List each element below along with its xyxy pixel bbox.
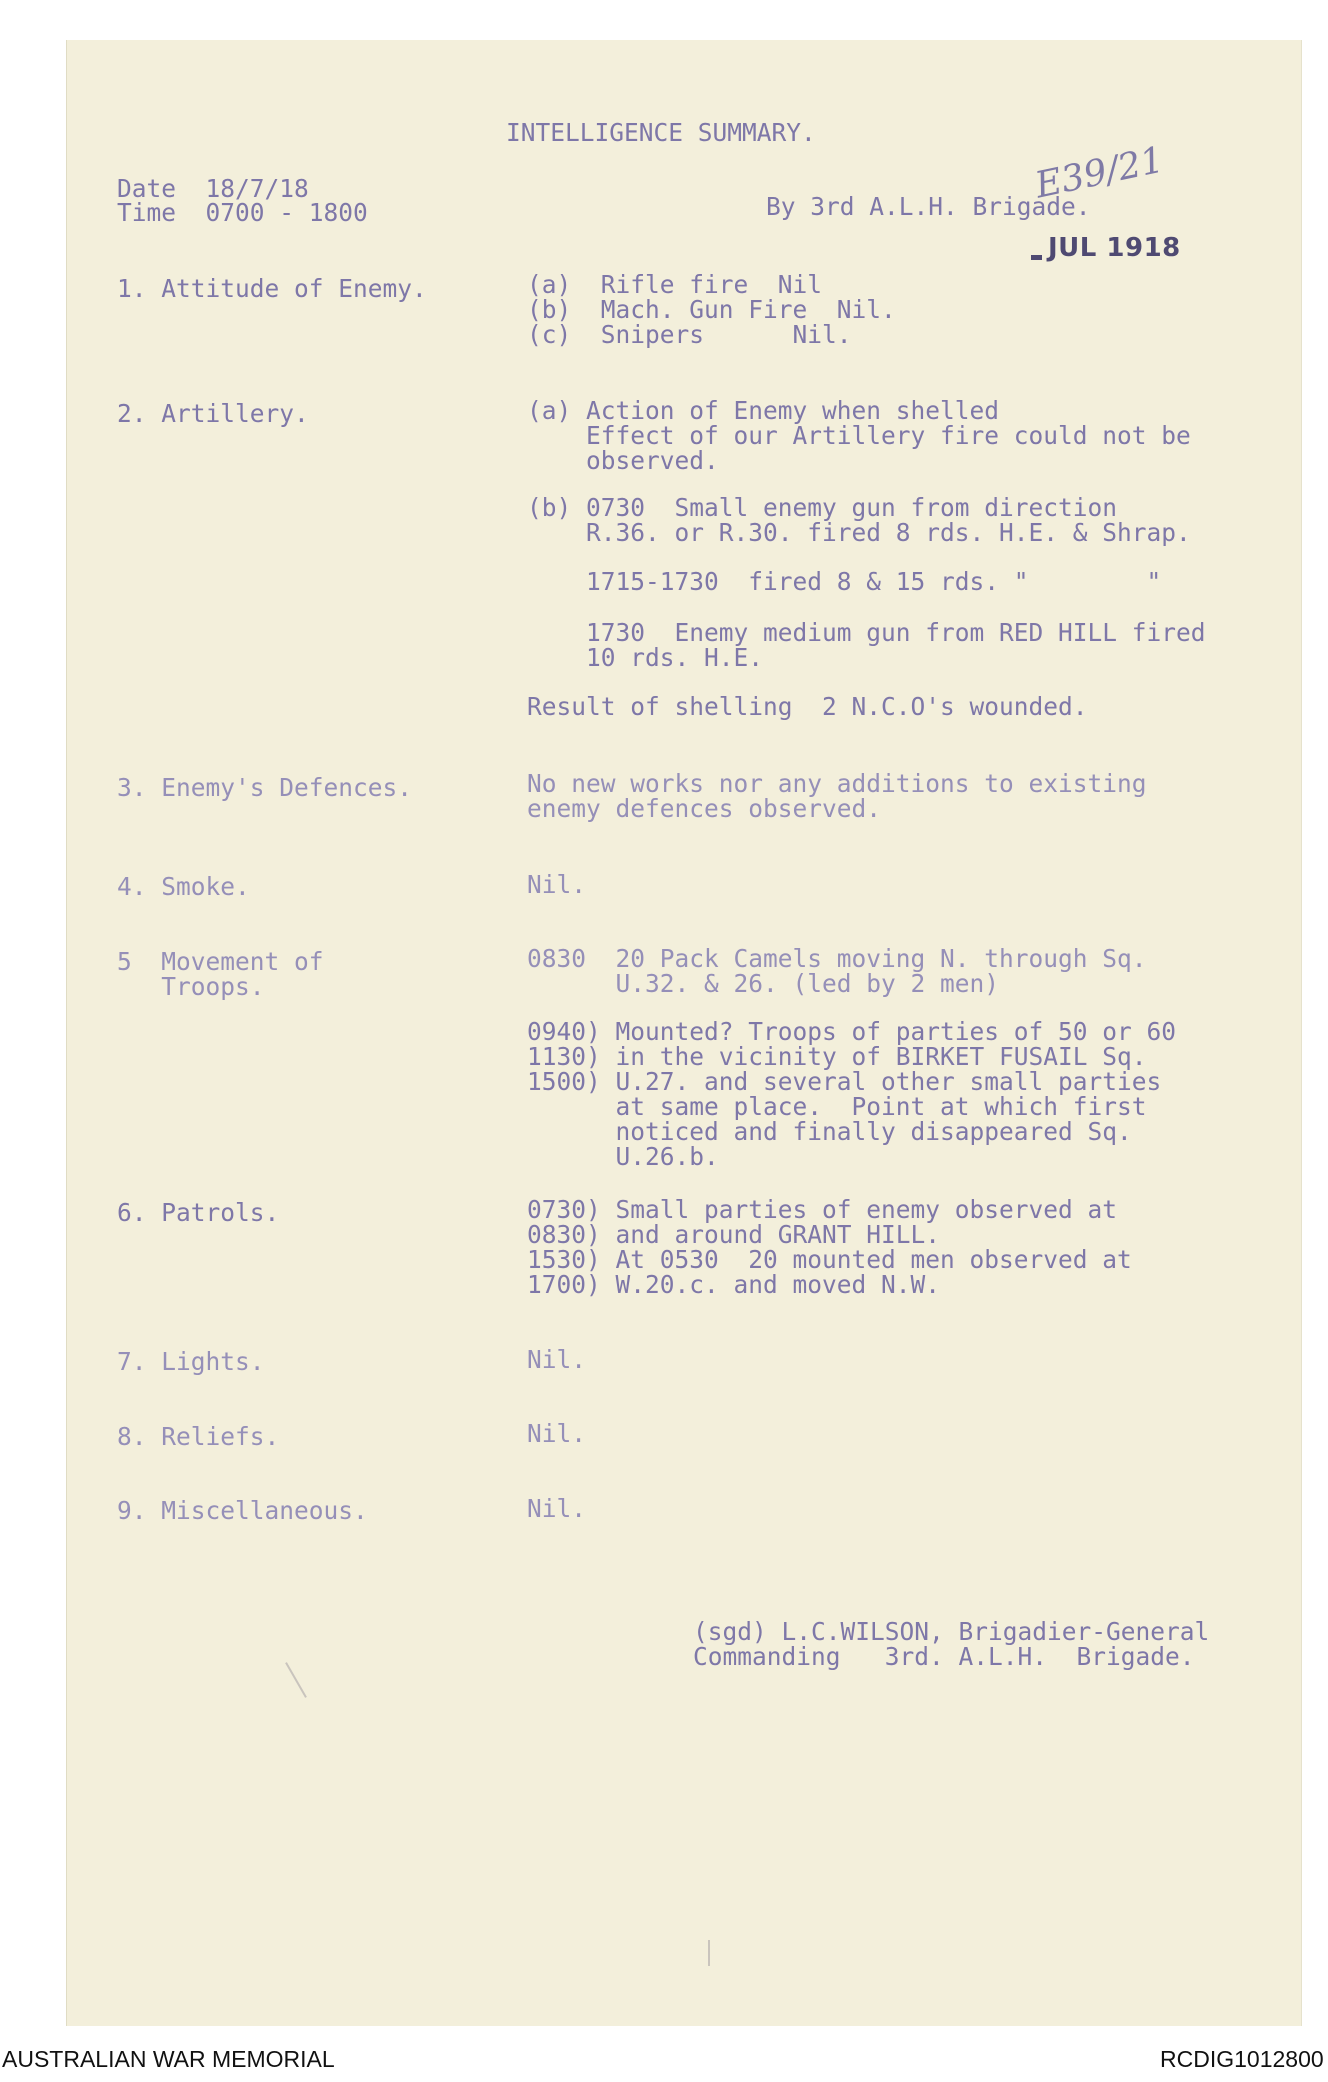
section-heading-movement-of-troops: 5 Movement of: [117, 947, 324, 976]
section-line: 10 rds. H.E.: [527, 643, 764, 672]
section-line: Nil.: [527, 1494, 587, 1523]
section-line: 1715-1730 fired 8 & 15 rds. " ": [527, 567, 1162, 596]
file-reference-handwritten: E39/21: [1031, 139, 1168, 207]
section-line: R.36. or R.30. fired 8 rds. H.E. & Shrap.: [527, 518, 1191, 547]
section-line: 0730) Small parties of enemy observed at: [527, 1195, 1118, 1224]
section-line: 0940) Mounted? Troops of parties of 50 or 60: [527, 1017, 1177, 1046]
date-line: Date 18/7/18: [117, 174, 309, 203]
footer-institution: AUSTRALIAN WAR MEMORIAL: [2, 2046, 335, 2072]
document-title: INTELLIGENCE SUMMARY.: [506, 118, 816, 147]
section-line: noticed and finally disappeared Sq.: [527, 1117, 1132, 1146]
section-heading-lights: 7. Lights.: [117, 1347, 265, 1376]
section-heading-miscellaneous: 9. Miscellaneous.: [117, 1496, 368, 1525]
section-line: No new works nor any additions to existing: [527, 769, 1147, 798]
time-line: Time 0700 - 1800: [117, 198, 368, 227]
section-line: 1530) At 0530 20 mounted men observed at: [527, 1245, 1132, 1274]
section-line: (c) Snipers Nil.: [527, 320, 852, 349]
by-line: By 3rd A.L.H. Brigade.: [766, 192, 1091, 221]
paper-mark: [708, 1940, 710, 1966]
section-line: Nil.: [527, 1419, 587, 1448]
section-line: 1700) W.20.c. and moved N.W.: [527, 1270, 941, 1299]
section-line: (b) 0730 Small enemy gun from direction: [527, 493, 1118, 522]
section-line: 0830) and around GRANT HILL.: [527, 1220, 941, 1249]
stamp-dash: [1031, 255, 1042, 260]
section-line: Result of shelling 2 N.C.O's wounded.: [527, 692, 1088, 721]
section-line: enemy defences observed.: [527, 794, 882, 823]
received-date-stamp: JUL 1918: [1048, 233, 1181, 263]
signature-line: (sgd) L.C.WILSON, Brigadier-General: [693, 1617, 1210, 1646]
section-heading-attitude-of-enemy: 1. Attitude of Enemy.: [117, 274, 427, 303]
section-line: U.32. & 26. (led by 2 men): [527, 969, 1000, 998]
section-heading-artillery: 2. Artillery.: [117, 399, 309, 428]
section-line: 0830 20 Pack Camels moving N. through Sq.: [527, 944, 1147, 973]
section-line: Nil.: [527, 1345, 587, 1374]
signature-command-line: Commanding 3rd. A.L.H. Brigade.: [693, 1642, 1195, 1671]
section-line: Nil.: [527, 870, 587, 899]
section-line: 1130) in the vicinity of BIRKET FUSAIL Sq.: [527, 1042, 1147, 1071]
section-heading-movement-of-troops-line2: Troops.: [117, 972, 265, 1001]
footer-item-id: RCDIG1012800: [1160, 2046, 1324, 2072]
section-line: observed.: [527, 446, 719, 475]
section-line: at same place. Point at which first: [527, 1092, 1147, 1121]
section-line: Effect of our Artillery fire could not be: [527, 421, 1191, 450]
section-heading-reliefs: 8. Reliefs.: [117, 1422, 280, 1451]
section-line: (b) Mach. Gun Fire Nil.: [527, 295, 896, 324]
section-heading-patrols: 6. Patrols.: [117, 1198, 280, 1227]
section-heading-smoke: 4. Smoke.: [117, 872, 250, 901]
section-line: U.26.b.: [527, 1142, 719, 1171]
section-line: 1500) U.27. and several other small parties: [527, 1067, 1162, 1096]
section-line: (a) Rifle fire Nil: [527, 270, 823, 299]
section-line: 1730 Enemy medium gun from RED HILL fired: [527, 618, 1206, 647]
section-heading-enemy-defences: 3. Enemy's Defences.: [117, 773, 413, 802]
section-line: (a) Action of Enemy when shelled: [527, 396, 1000, 425]
